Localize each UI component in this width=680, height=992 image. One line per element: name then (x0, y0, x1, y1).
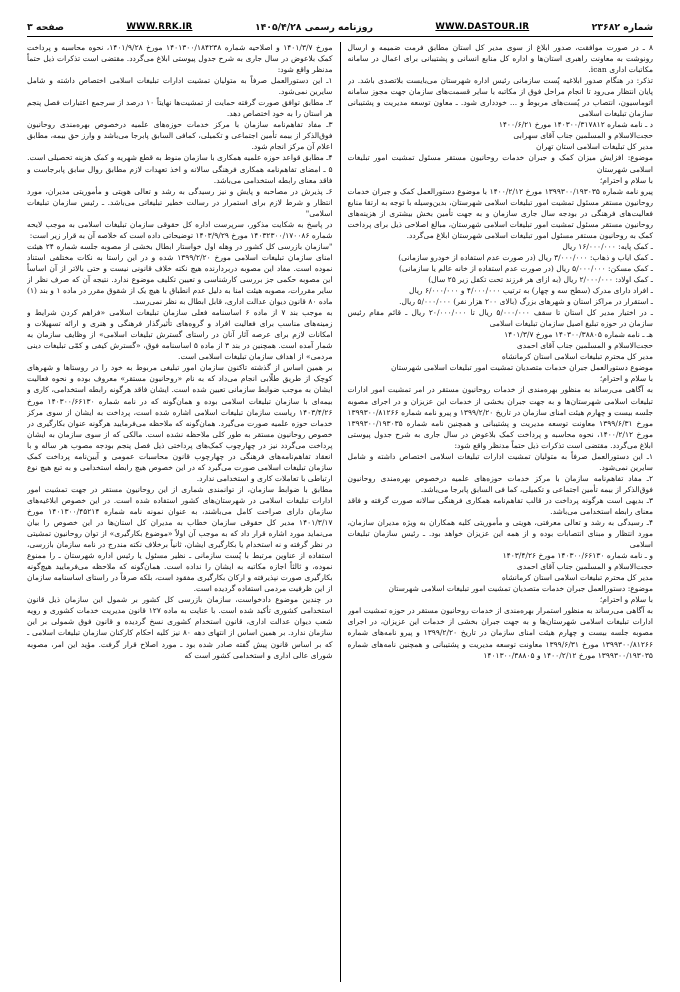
paragraph: هـ ـ نامه شماره ۱۴۰۳۰۰/۳۸۸۰۵ مورخ ۱۴۰۱/۳/۷ (504, 330, 653, 340)
header-rule (27, 36, 653, 37)
issue-number: شماره ۲۳۶۸۲ (591, 21, 653, 33)
paragraph: ـ کمک پایه: ۱۶/۰۰۰/۰۰۰ ریال (562, 241, 653, 251)
page-number: صفحه ۳ (27, 21, 64, 33)
paragraph: حجت‌الاسلام و المسلمین جناب آقای احمدی (516, 562, 653, 572)
right-column (348, 42, 654, 982)
text-columns (27, 42, 653, 982)
paragraph: با سلام و احترام؛ (599, 175, 653, 185)
paragraph: ـ کمک مسکن: ۵/۰۰۰/۰۰۰ ریال (در صورت عدم استفاده از خانه عالم یا سازمانی) (399, 263, 653, 273)
paragraph: مدیر کل محترم تبلیغات اسلامی استان کرمانشاه (501, 352, 653, 362)
paragraph: با سلام و احترام؛ (599, 374, 653, 384)
paragraph: ۸ ـ در صورت موافقت، صدور ابلاغ از سوی مدیر کل استان مطابق فرمت ضمیمه و ارسال رونوشت به معاونت راهبری استان‌ها و اداره کل منابع انسانی و پشتیبانی برای اعمال در سامانه مکاتبات اداری ican. (347, 43, 653, 75)
paragraph: به آگاهی می‌رساند به منظور استمرار بهره‌مندی از خدمات روحانیون مستقر در حوزه تمشیت امور ادارات تبلیغات اسلامی شهرستان‌ها و به جهت جبران بخشی از خدمات این عزیزان، در اجرای مصوبه جلسه بیست و چهارم هیئت امنای سازمان در تاریخ ۱۳۹۹/۲/۲۰ و پیرو نامه‌های شماره ۱۳۹۹۳۰۰/۸۱۲۶۶ مورخ ۱۳۹۹/۶/۳۱ معاونت توسعه مدیریت و پشتیبانی و همچنین نامه‌های شماره ۱۳۹۹۳۰۰/۱۹۳۰۳۵ مورخ ۱۴۰۰/۲/۱۲ و ۱۴۰۱۳۰۰/۳۸۸۰۵ (347, 606, 653, 660)
left-column (27, 42, 333, 982)
paragraph: ۵ ـ امضای تفاهم‌نامه همکاری فرهنگی سالانه و اخذ تعهدات لازم مطابق روال سابق پابرجاست و فاقد معنای رابطه استخدامی می‌باشد. (27, 164, 333, 185)
dastour-link[interactable]: WWW.DASTOUR.IR (435, 22, 530, 32)
paragraph: ۴ـ مطابق قواعد حوزه علمیه همکاری با سازمان منوط به قطع شهریه و کمک هزینه تحصیلی است. (27, 153, 333, 163)
gazette-date: روزنامه رسمی ۱۴۰۵/۴/۲۸ (254, 21, 373, 33)
paragraph: موضوع: دستورالعمل جبران خدمات متصدیان تمشیت امور تبلیغات اسلامی شهرستان (388, 584, 653, 594)
paragraph: و ـ نامه شماره ۱۴۰۳۰۰/۶۶۱۳۰ مورخ ۱۴۰۳/۴/۲۶ (502, 551, 653, 561)
paragraph: با سلام و احترام؛ (599, 595, 653, 605)
paragraph: حجت‌الاسلام و المسلمین جناب آقای سهرابی (513, 131, 653, 141)
paragraph: پیرو نامه شماره ۱۳۹۹۳۰۰/۱۹۳۰۳۵ مورخ ۱۴۰۰/۲/۱۲ با موضوع دستورالعمل کمک و جبران خدمات روحانیون مستقر مسئول تمشیت امور تبلیغات اسلامی شهرستان، بدین‌وسیله با توجه به ارتقا منابع فعالیت‌های فرهنگی در بودجه سال جاری سازمان و به جهت تأمین بخش بیشتری از هزینه‌های روحانیون مستقر مسئول تمشیت امور تبلیغات اسلامی شهرستان، مبالغ اصلاحی ذیل برای پرداخت کمک به روحانیون مستقر مسئول امور تبلیغات اسلامی شهرستان ابلاغ می‌گردد. (347, 186, 653, 240)
paragraph: موضوع دستورالعمل جبران خدمات متصدیان تمشیت امور تبلیغات اسلامی شهرستان (391, 363, 653, 373)
paragraph: ۱ـ این دستورالعمل صرفاً به متولیان تمشیت ادارات تبلیغات اسلامی اختصاص داشته و شامل سایرین نمی‌شود. (347, 451, 653, 472)
paragraph: د ـ نامه شماره ۱۴۰۳۰۰/۳۱۷۸۱۲ مورخ ۱۴۰۰/۶/۲۱ (498, 120, 653, 130)
page-header (27, 20, 653, 34)
paragraph: حجت‌الاسلام و المسلمین جناب آقای احمدی (516, 341, 653, 351)
paragraph: ۳ـ مفاد تفاهم‌نامه سازمان با مرکز خدمات حوزه‌های علمیه درخصوص بهره‌مندی روحانیون فوق‌الذکر از بیمه تأمین اجتماعی و تکمیلی، کمافی السابق پابرجا می‌باشد و وارز حق بیمه، مطابق اعلام آن مرکز انجام شود. (27, 120, 333, 152)
paragraph: ۲ـ مفاد تفاهم‌نامه سازمان با مرکز خدمات حوزه‌های علمیه درخصوص بهره‌مندی روحانیون فوق‌الذکر از بیمه تأمین اجتماعی و تکمیلی، کما فی السابق پابرجا می‌باشد. (347, 473, 653, 494)
paragraph: ۲ـ مطابق توافق صورت گرفته حمایت از تمشیت‌ها نهایتاً ۱۰ درصد از سرجمع اعتبارات فصل پنجم هر استان را به خود اختصاص دهد. (27, 98, 333, 119)
paragraph: به آگاهی می‌رساند به منظور بهره‌مندی از خدمات روحانیون مستقر در امر تمشیت امور ادارات تبلیغات اسلامی شهرستان‌ها و به جهت جبران بخشی از خدمات این عزیزان و در اجرای مصوبه جلسه بیست و چهارم هیئت امنای سازمان در تاریخ ۱۳۹۹/۲/۲۰ و پیرو نامه شماره ۱۳۹۹۳۰۰/۸۱۲۶۶ مورخ ۱۳۹۹/۶/۳۱ معاونت توسعه مدیریت و پشتیبانی و همچنین نامه شماره ۱۳۹۹۳۰۰/۱۹۳۰۳۵ مورخ ۱۴۰۰/۲/۱۲، نحوه محاسبه و پرداخت کمک بلاعوض در سال جاری به شرح جدول پیوستی ابلاغ می‌گردد. مقتضی است تذکرات ذیل حتماً مدنظر واقع شود: (347, 385, 653, 450)
paragraph: در چندین موضوع دادخواست، سازمان بازرسی کل کشور بر شمول این سازمان ذیل قانون استخدامی کشوری تأکید شده است. با عنایت به ماده ۱۲۷ قانون مدیریت خدمات کشوری و رویه شعب دیوان عدالت اداری، قانون استخدام کشوری نسخ گردیده و قانون فوق شمولی بر این سازمان ندارد. بر همین اساس از انتهای دهه ۸۰ نیز کلیه احکام کارکنان سازمان تبلیغات اسلامی ـ که بر اساس قانون پیش گفته صادر شده بود ـ مورد اصلاح قرار گرفت. مؤید این امر، مصوبه شورای عالی اداری و استخدامی کشور است که (27, 595, 333, 660)
paragraph: به موجب بند ۷ از ماده ۶ اساسنامه فعلی سازمان تبلیغات اسلامی «فراهم کردن شرایط و زمینه‌های مناسب برای فعالیت افراد و گروه‌های تأثیرگذار فرهنگی و هنری و ارائه تسهیلات و امکانات لازم برای عرصه آثار آنان در راستای گسترش تبلیغات اسلامی» از وظایف سازمان به شمار آمده است. همچنین در بند ۳ از ماده ۵ اساسنامه فوق، «گسترش کیفی و کمّی تبلیغات دینی مردمی» از اهداف سازمان تبلیغات اسلامی است. (27, 308, 333, 362)
rrk-link[interactable]: WWW.RRK.IR (126, 22, 193, 32)
paragraph: تذکر: در هنگام صدور ابلاغیه پُست سازمانی رئیس اداره شهرستان می‌بایست بلاتصدی باشد. در پایان انتظار می‌رود تا انجام مراحل فوق از مکاتبه با سایر قسمت‌های سازمان جهت مجوز سامانه اتوماسیون، انتصاب در پُست‌های مربوط و ... خودداری شود. ـ معاون توسعه مدیریت و پشتیبانی سازمان تبلیغات اسلامی (347, 76, 653, 119)
paragraph: در پاسخ به شکایت مذکور، سرپرست اداره کل حقوقی سازمان تبلیغات اسلامی به موجب لایحه شماره ۱۴۰۳۲۳۰۰/۱۷۰۰۸۶ مورخ ۱۴۰۳/۹/۲۹ توضیحاتی داده است که خلاصه آن به قرار زیر است: (27, 219, 333, 240)
paragraph: ـ استقرار در مراکز استان و شهرهای بزرگ (بالای ۲۰۰ هزار نفر) ۵/۰۰۰/۰۰۰ ریال. (399, 297, 653, 307)
paragraph: ۴ـ رسیدگی به رشد و تعالی معرفتی، هویتی و مأموریتی کلیه همکاران به ویژه مدیران سازمان، مورد انتظار و مبنای انتصابات بوده و از همه این عزیزان خواهد بود. ـ رئیس سازمان تبلیغات اسلامی (347, 518, 653, 550)
paragraph: ـ کمک اولاد: ۲/۰۰۰/۰۰۰ ریال (به ازای هر فرزند تحت تکفل زیر ۲۵ سال) (428, 274, 653, 284)
column-divider (340, 42, 341, 982)
paragraph: ـ افراد دارای مدرک (سطح سه و چهار) به ترتیب ۴/۰۰۰/۰۰۰ و ۶/۰۰۰/۰۰۰ ریال (409, 286, 653, 296)
paragraph: مطابق با ضوابط سازمان، از توانمندی شماری از این روحانیون مستقر در جهت تمشیت امور ادارات تبلیغات اسلامی در شهرستان‌های کشور استفاده شده است. در این خصوص ابلاغیه‌های سازمان دارای صراحت کامل می‌باشند، به عنوان نمونه نامه شماره ۱۴۰۱۳۰۰/۴۵۲۱۴ مورخ ۱۴۰۱/۳/۱۷ مدیر کل حقوقی سازمان خطاب به مدیران کل استان‌ها در این خصوص را بیان می‌نماید مورد اشاره قرار داد که به موجب آن اولاً «موضوع بکارگیری» از توان روحانیون تمشیتی در نظر گرفته و نه استخدام یا بکارگیری ایشان، ثانیاً برخلاف نکته مندرج در نامه سازمان بازرسی، استفاده از عناوین مرتبط با پُست سازمانی ـ نظیر مسئول یا رئیس اداره شهرستان ـ را ممنوع نموده، و ثالثاً اجازه مکاتبه به ایشان را نداده است. همان‌گونه که ملاحظه می‌فرمایید هیچ‌گونه بکارگیری صورت نپذیرفته و ارکان بکارگیری مفقود است، بلکه صرفاً در راستای اساسنامه سازمان از این ظرفیت مردمی استفاده گردیده است. (27, 484, 333, 594)
paragraph: "سازمان بازرسی کل کشور در وهله اول خواستار ابطال بخشی از مصوبه جلسه شماره ۲۴ هیئت امنای سازمان تبلیغات اسلامی مورخ ۱۳۹۹/۲/۲۰ شده و در این راستا به نکات مختلفی استناد نموده است. مفاد این مصوبه دربردارنده هیچ نکته خلاف قانونی نیست و حتی بالاتر از آن اساساً این مصوبه حکمی جز بررسی کارشناسی و تعیین تکلیف موضوع ندارد. نتیجه آن که صرف نظر از سایر مقررات، مصوبه هیئت امنا به دلیل عدم انطباق با هیچ یک از شقوق مقرر در ماده ۱ و بند (۱) ماده ۸۰ قانون دیوان عدالت اداری، قابل ابطال به نظر نمی‌رسد. (27, 241, 333, 307)
paragraph: مدیر کل محترم تبلیغات اسلامی استان کرمانشاه (501, 573, 653, 583)
paragraph: ۶ـ پذیرش در مصاحبه و پایش و نیز رسیدگی به رشد و تعالی هویتی و مأموریتی مدیران، مورد انتظار و شرط لازم برای استمرار در رسالت خطیر تبلیغاتی می‌باشد. ـ رئیس سازمان تبلیغات اسلامی" (27, 186, 333, 218)
paragraph: ۱ـ این دستورالعمل صرفاً به متولیان تمشیت ادارات تبلیغات اسلامی اختصاص داشته و شامل سایرین نمی‌شود. (27, 76, 333, 97)
paragraph: مدیر کل تبلیغات اسلامی استان تهران (536, 142, 653, 152)
paragraph: ـ در اختیار مدیر کل استان تا سقف ۵/۰۰۰/۰۰۰ ریال تا ۲۰/۰۰۰/۰۰۰ ریال ـ قائم مقام رئیس سازمان در حوزه تبلیغ اصیل سازمان تبلیغات اسلامی (347, 308, 653, 329)
paragraph: ۳ـ بدیهی است هرگونه پرداخت در قالب تفاهم‌نامه همکاری فرهنگی سالانه صورت گرفته و فاقد معنای رابطه استخدامی می‌باشد. (347, 495, 653, 516)
paragraph: ـ کمک ایاب و ذهاب: ۳/۰۰۰/۰۰۰ ریال (در صورت عدم استفاده از خودرو سازمانی) (398, 252, 653, 262)
paragraph: مورخ ۱۴۰۱/۳/۷ و اصلاحیه شماره ۱۴۰۱۳۰۰/۱۸۴۲۳۸ مورخ ۱۴۰۱/۹/۲۸، نحوه محاسبه و پرداخت کمک بلاعوض در سال جاری به شرح جدول پیوستی ابلاغ می‌گردد. مقتضی است تذکرات ذیل حتماً مدنظر واقع شود: (27, 43, 333, 75)
paragraph: موضوع: افزایش میزان کمک و جبران خدمات روحانیون مستقر مسئول تمشیت امور تبلیغات اسلامی شهرستان (347, 153, 653, 174)
paragraph: بر همین اساس از گذشته تاکنون سازمان امور تبلیغی مربوط به خود را در روستاها و شهرهای کوچک از طریق طلّابی انجام می‌داد که به نام «روحانیون مستقر» معروف بوده و نحوه فعالیت ایشان به موجب ضوابط سازمانی تعیین شده است. ایشان فاقد هرگونه رابطه استخدامی، کاری و بیمه‌ای با سازمان تبلیغات اسلامی بوده و همان‌گونه که در نامه شماره ۱۴۰۳۰۰/۶۶۱۳۰ مورخ ۱۴۰۳/۴/۲۶ ریاست سازمان تبلیغات اسلامی اشاره شده است، پرداخت به ایشان از سوی مرکز خدمات حوزه علمیه صورت می‌گیرد. همان‌گونه که ملاحظه می‌فرمایید هرگونه عنوان بکارگیری در خصوص روحانیون مستقر به طور کلی ملاحظه نشده است. مالکی که از سوی سازمان به ایشان پرداخت می‌گردد نیز در چهارچوب کمک‌های پرداختی ذیل فصل پنجم بودجه مصوب هر ساله و با انعقاد تفاهم‌نامه‌های فرهنگی در چهارچوب قانون محاسبات عمومی و آیین‌نامه پرداخت کمک سازمان تبلیغات اسلامی صورت می‌گیرد که در این خصوص هیچ رابطه استخدامی و به تبع هیچ نوع ارتباطی با تعاملات کاری و استخدامی ندارد. (27, 363, 333, 483)
